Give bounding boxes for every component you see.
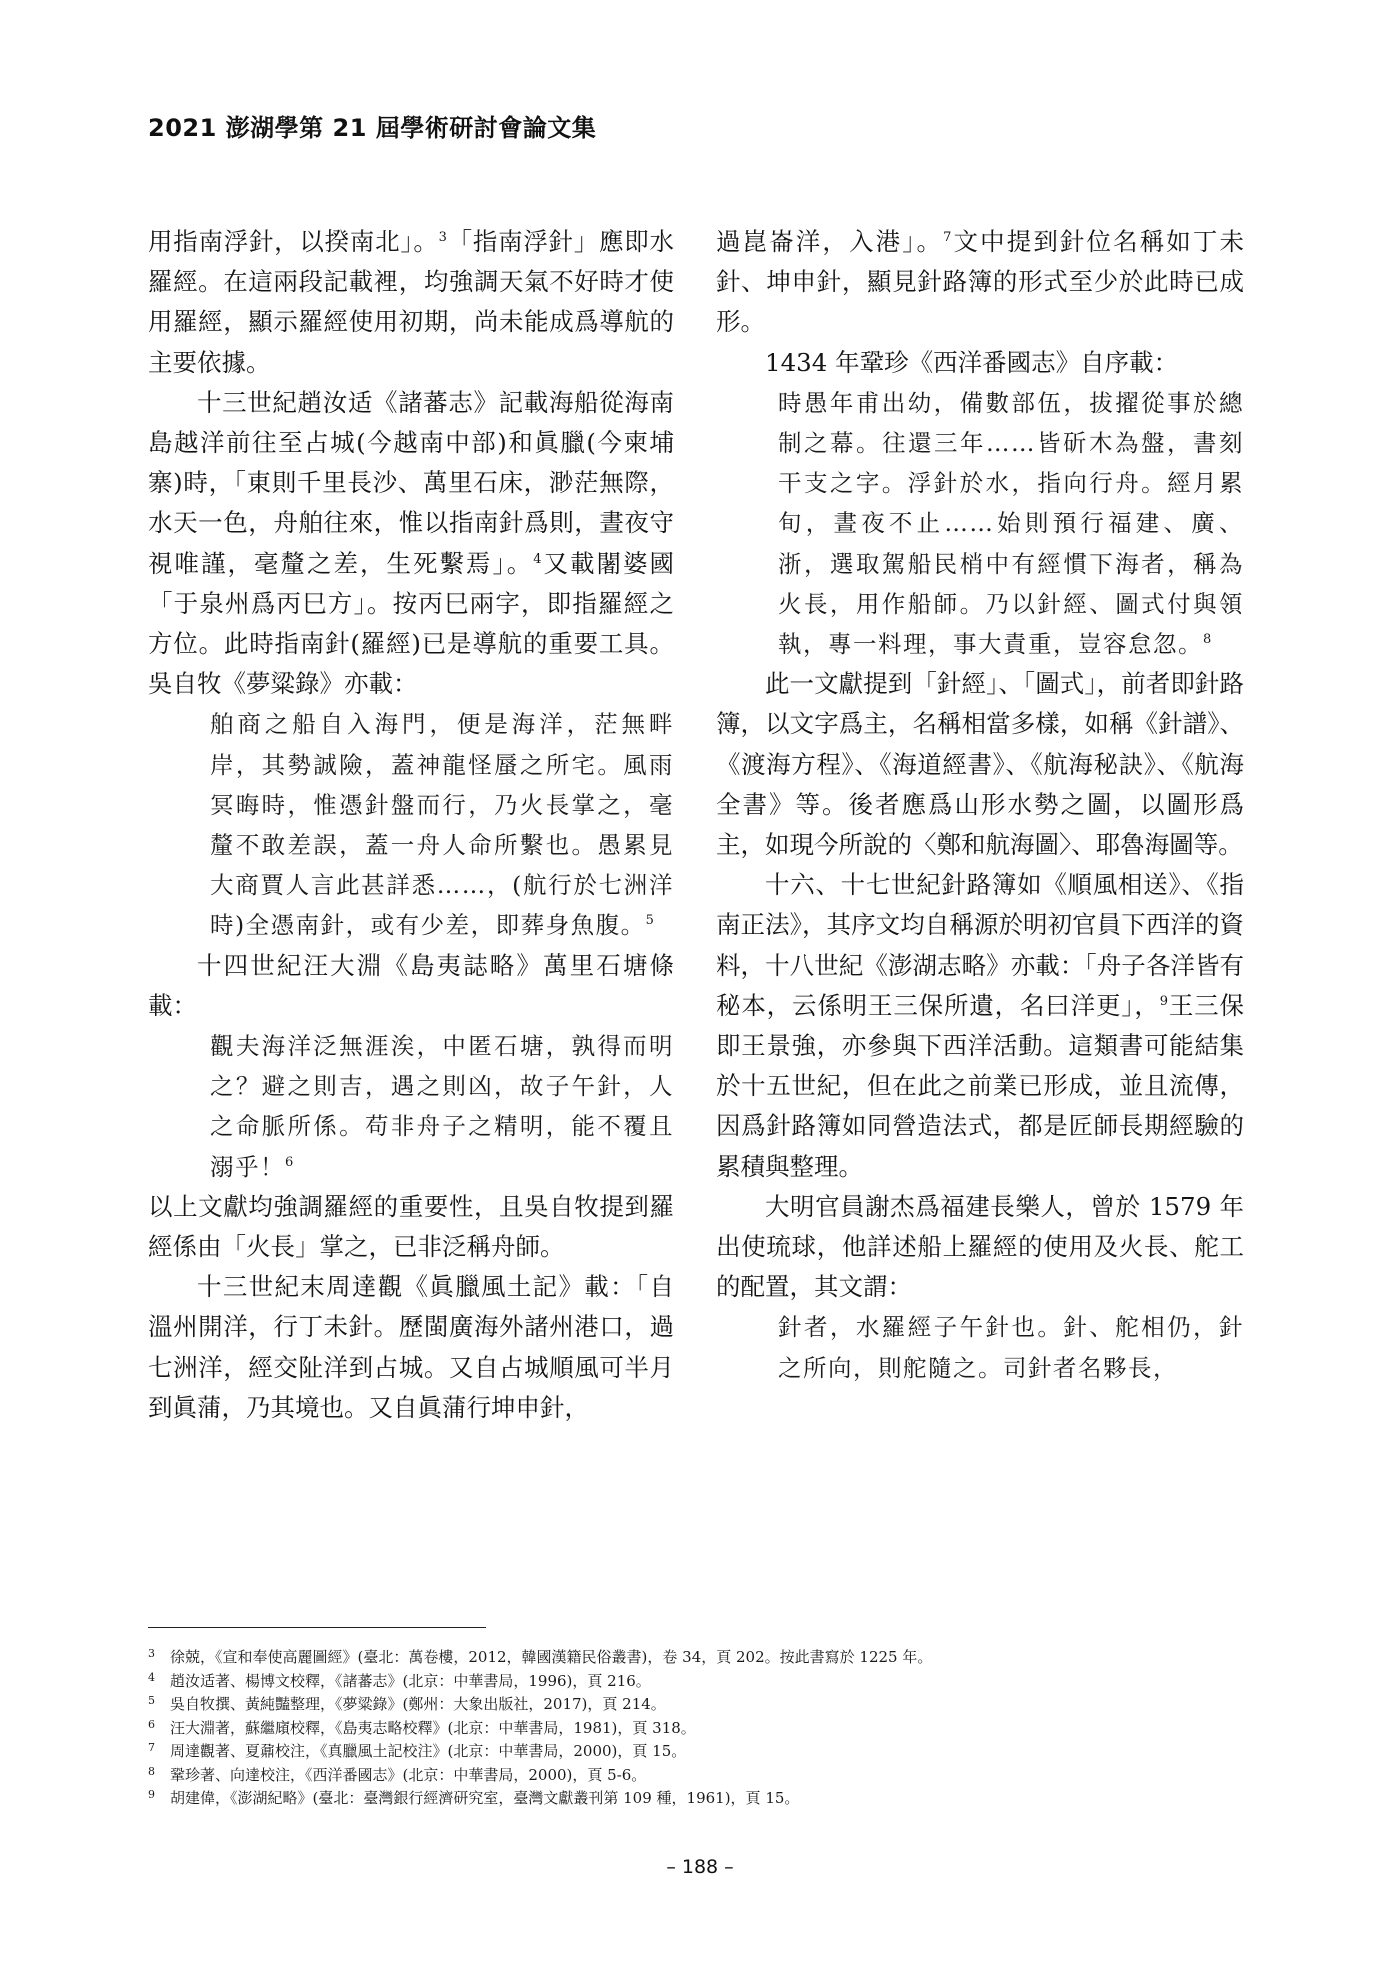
text-run: 十六、十七世紀針路簿如《順風相送》、《指南正法》，其序文均自稱源於明初官員下西洋的資料，十八世紀《澎湖志略》亦載：「舟子各洋皆有秘本，云係明王三保所遺，名曰洋更」， bbox=[716, 870, 1244, 1020]
text-run: 以上文獻均強調羅經的重要性，且吳自牧提到羅經係由「火長」掌之，已非泛稱舟師。 bbox=[148, 1191, 674, 1262]
footnote-ref[interactable]: 6 bbox=[285, 1154, 295, 1170]
footnote-number: 4 bbox=[148, 1670, 155, 1684]
footnote-number: 7 bbox=[148, 1741, 155, 1754]
body-paragraph bbox=[716, 222, 1244, 343]
footnote-ref[interactable]: 9 bbox=[1159, 993, 1169, 1009]
text-run: 此一文獻提到「針經」、「圖式」，前者即針路簿，以文字爲主，名稱相當多樣，如稱《針譜》、《渡海方程》、《海道經書》、《航海秘訣》、《航海全書》等。後者應爲山形水勢之圖，以圖形爲主，如現今所說的〈鄭和航海圖〉、耶魯海圖等。 bbox=[716, 669, 1244, 860]
right-column bbox=[716, 222, 1244, 1388]
footnote-text: 周達觀著、夏鼐校注，《真臘風土記校注》(北京：中華書局，2000)，頁 15。 bbox=[170, 1742, 687, 1760]
footnote-item bbox=[148, 1785, 1258, 1809]
text-run: 王三保即王景強，亦參與下西洋活動。這類書可能結集於十五世紀，但在此之前業已形成，並且流傳，因爲針路簿如同營造法式，都是匠師長期經驗的累積與整理。 bbox=[716, 990, 1245, 1181]
body-paragraph bbox=[148, 1267, 674, 1428]
block-quote bbox=[148, 1026, 674, 1187]
text-run: 文中提到針位名稱如丁未針、坤申針，顯見針路簿的形式至少於此時已成形。 bbox=[716, 227, 1245, 337]
footnote-text: 吳自牧撰、黃純豔整理，《夢粱錄》(鄭州：大象出版社，2017)，頁 214。 bbox=[170, 1695, 666, 1713]
body-paragraph bbox=[148, 222, 674, 383]
footnote-ref[interactable]: 5 bbox=[645, 913, 656, 929]
body-paragraph bbox=[148, 946, 674, 1026]
body-paragraph bbox=[148, 383, 674, 705]
text-run: 十四世紀汪大淵《島夷誌略》萬里石塘條載： bbox=[148, 950, 674, 1020]
text-run: 大明官員謝杰爲福建長樂人，曾於 1579 年出使琉球，他詳述船上羅經的使用及火長、舵工的配置，其文謂： bbox=[716, 1191, 1244, 1302]
body-paragraph bbox=[716, 1187, 1244, 1308]
footnote-item bbox=[148, 1668, 1258, 1692]
footnotes bbox=[148, 1644, 1258, 1809]
block-quote bbox=[716, 1307, 1244, 1387]
text-run: 觀夫海洋泛無涯涘，中匿石塘，孰得而明之？避之則吉，遇之則凶，故子午針，人之命脈所係。苟非舟子之精明，能不覆且溺乎！ bbox=[210, 1032, 674, 1181]
text-run: 1434 年鞏珍《西洋番國志》自序載： bbox=[765, 347, 1179, 377]
footnote-item bbox=[148, 1715, 1258, 1739]
footnote-number: 5 bbox=[148, 1694, 155, 1707]
page-number: – 188 – bbox=[666, 1856, 734, 1878]
footnote-divider bbox=[148, 1627, 486, 1628]
footnote-number: 3 bbox=[148, 1647, 155, 1660]
footnote-ref[interactable]: 7 bbox=[943, 230, 952, 245]
text-run: 針者，水羅經子午針也。針、舵相仍，針之所向，則舵隨之。司針者名夥長， bbox=[778, 1313, 1244, 1382]
text-run: 「指南浮針」應即水羅經。在這兩段記載裡，均強調天氣不好時才使用羅經，顯示羅經使用初期，尚未能成爲導航的主要依據。 bbox=[148, 227, 675, 377]
body-paragraph bbox=[716, 865, 1244, 1187]
footnote-text: 趙汝适著、楊博文校釋，《諸蕃志》(北京：中華書局，1996)，頁 216。 bbox=[170, 1671, 651, 1690]
block-quote bbox=[716, 383, 1244, 664]
text-run: 用指南浮針，以揆南北」。 bbox=[148, 227, 439, 256]
footnote-number: 9 bbox=[148, 1788, 155, 1801]
running-header: 2021 澎湖學第 21 屆學術研討會論文集 bbox=[148, 114, 597, 142]
block-quote bbox=[148, 704, 674, 945]
left-column bbox=[148, 222, 674, 1428]
footnote-number: 6 bbox=[148, 1717, 155, 1731]
text-run: 十三世紀趙汝适《諸蕃志》記載海船從海南島越洋前往至占城(今越南中部)和眞臘(今柬埔寨)時，「東則千里長沙、萬里石床，渺茫無際，水天一色，舟舶往來，惟以指南針爲則，晝夜守視唯謹，毫釐之差，生死繫焉」。 bbox=[148, 387, 674, 578]
footnote-ref[interactable]: 3 bbox=[438, 230, 447, 245]
text-run: 過崑崙洋，入港」。 bbox=[716, 227, 944, 256]
footnote-item bbox=[148, 1762, 1258, 1786]
footnote-number: 8 bbox=[148, 1764, 155, 1778]
body-paragraph bbox=[716, 664, 1244, 865]
text-run: 又載闍婆國「于泉州爲丙巳方」。按丙巳兩字，即指羅經之方位。此時指南針(羅經)已是導航的重要工具。吳自牧《夢粱錄》亦載： bbox=[148, 548, 675, 699]
text-run: 十三世紀末周達觀《眞臘風土記》載：「自溫州開洋，行丁未針。歷閩廣海外諸州港口，過七洲洋，經交阯洋到占城。又自占城順風可半月到眞蒲，乃其境也。又自眞蒲行坤申針， bbox=[148, 1272, 674, 1422]
footnote-item bbox=[148, 1691, 1258, 1715]
text-run: 時愚年甫出幼，備數部伍，拔擢從事於總制之幕。往還三年……皆斫木為盤，書刻干支之字。浮針於水，指向行舟。經月累旬，晝夜不止……始則預行福建、廣、浙，選取駕船民梢中有經慣下海者，稱為火長，用作船師。乃以針經、圖式付與領執，專一料理，事大責重，豈容怠忽。 bbox=[778, 388, 1244, 659]
footnote-item bbox=[148, 1738, 1258, 1762]
footnote-ref[interactable]: 8 bbox=[1203, 632, 1213, 648]
footnote-text: 鞏珍著、向達校注，《西洋番國志》(北京：中華書局，2000)，頁 5-6。 bbox=[170, 1765, 647, 1784]
footnote-item bbox=[148, 1644, 1258, 1668]
body-paragraph bbox=[148, 1187, 674, 1267]
footnote-ref[interactable]: 4 bbox=[533, 551, 542, 567]
text-run: 舶商之船自入海門，便是海洋，茫無畔岸，其勢誠險，蓋神龍怪蜃之所宅。風雨冥晦時，惟憑針盤而行，乃火長掌之，毫釐不敢差誤，蓋一舟人命所繫也。愚累見大商賈人言此甚詳悉……，(航行於七洲洋時)全憑南針，或有少差，即葬身魚腹。 bbox=[210, 710, 674, 940]
footnote-text: 徐兢，《宣和奉使高麗圖經》(臺北：萬卷樓，2012，韓國漢籍民俗叢書)，卷 34，頁 202。按此書寫於 1225 年。 bbox=[170, 1648, 933, 1666]
footnote-text: 汪大淵著，蘇繼廎校釋，《島夷志略校釋》(北京：中華書局，1981)，頁 318。 bbox=[170, 1718, 696, 1737]
body-paragraph bbox=[716, 343, 1244, 383]
footnote-text: 胡建偉，《澎湖紀略》(臺北：臺灣銀行經濟研究室，臺灣文獻叢刊第 109 種，1961)，頁 15。 bbox=[170, 1789, 800, 1807]
